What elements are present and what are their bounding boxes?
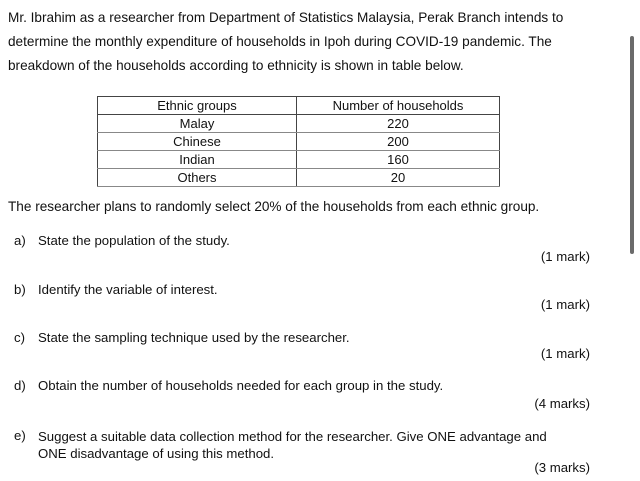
header-number-of-households: Number of households: [297, 97, 500, 115]
vertical-scrollbar[interactable]: [630, 36, 634, 254]
question-d: [14, 378, 443, 393]
question-text: State the population of the study.: [38, 233, 230, 248]
question-text: Identify the variable of interest.: [38, 282, 218, 297]
question-text-continued: ONE disadvantage of using this method.: [38, 446, 275, 461]
table-row: [98, 133, 500, 151]
question-letter: d): [14, 378, 26, 393]
cell-household-count: 160: [297, 151, 500, 169]
ethnic-households-table: [97, 96, 500, 187]
question-a-marks: (1 mark): [540, 249, 590, 264]
question-c-marks: (1 mark): [540, 346, 590, 361]
question-text: State the sampling technique used by the researcher.: [38, 330, 350, 345]
cell-ethnic-group: Malay: [98, 115, 297, 133]
cell-household-count: 200: [297, 133, 500, 151]
cell-ethnic-group: Indian: [98, 151, 297, 169]
table-row: [98, 151, 500, 169]
intro-line-3: breakdown of the households according to ethnicity is shown in table below.: [8, 58, 464, 73]
question-letter: a): [14, 233, 26, 248]
cell-ethnic-group: Chinese: [98, 133, 297, 151]
question-letter: b): [14, 282, 26, 297]
table-row: [98, 115, 500, 133]
cell-household-count: 20: [297, 169, 500, 187]
question-text: Obtain the number of households needed for each group in the study.: [38, 378, 444, 393]
question-e: [14, 428, 547, 462]
cell-ethnic-group: Others: [98, 169, 297, 187]
question-e-marks: (3 marks): [534, 460, 590, 475]
question-d-marks: (4 marks): [534, 396, 590, 411]
question-b: [14, 282, 218, 297]
question-a: [14, 233, 230, 248]
question-c: [14, 330, 350, 345]
header-ethnic-groups: Ethnic groups: [98, 97, 297, 115]
intro-line-1: Mr. Ibrahim as a researcher from Department of Statistics Malaysia, Perak Branch intends to: [8, 10, 564, 25]
question-letter: e): [14, 428, 26, 443]
table-row: [98, 169, 500, 187]
intro-line-2: determine the monthly expenditure of households in Ipoh during COVID-19 pandemic. The: [8, 34, 552, 49]
question-b-marks: (1 mark): [540, 297, 590, 312]
cell-household-count: 220: [297, 115, 500, 133]
sampling-plan-statement: The researcher plans to randomly select 20% of the households from each ethnic group.: [8, 199, 540, 214]
intro-paragraph: [8, 6, 608, 78]
table-header-row: [98, 97, 500, 115]
question-letter: c): [14, 330, 25, 345]
question-text: Suggest a suitable data collection method for the researcher. Give ONE advantage and: [38, 429, 547, 444]
